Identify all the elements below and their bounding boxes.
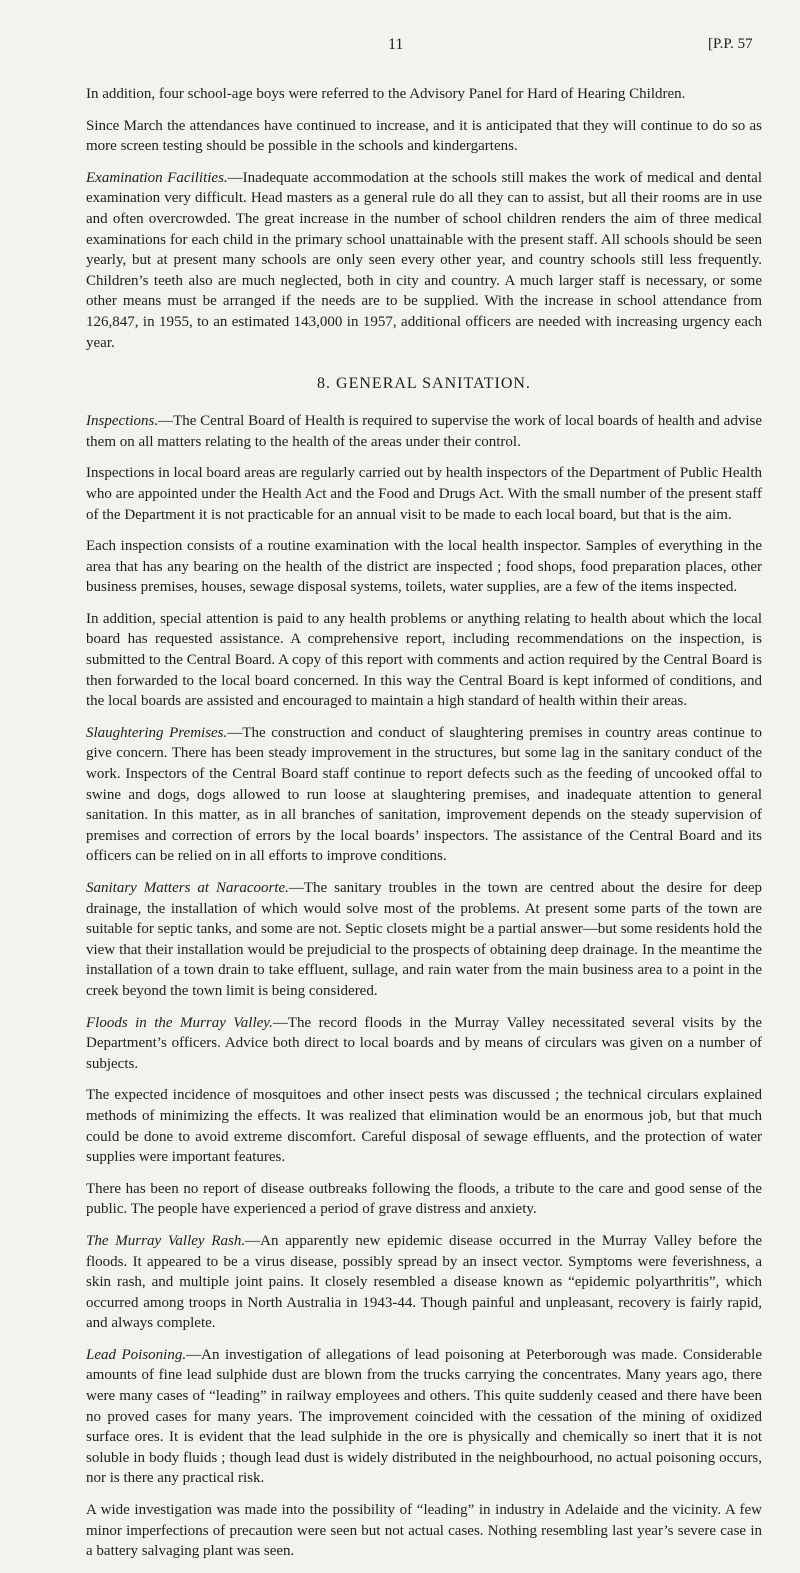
paragraph: [86, 723, 762, 867]
paragraph-text: —An apparently new epidemic disease occurred in the Murray Valley before the floods. It appeared to be a virus disease, possibly spread by an insect vector. Symptoms were feverishness, a skin rash, and multiple joint pains. It closely resembled a disease known as “epidemic polyarthritis”, which occurred among troops in North Australia in 1943-44. Though painful and unpleasant, recovery is fairly rapid, and always complete.: [86, 1232, 762, 1332]
paragraph: [86, 1231, 762, 1334]
paragraph-text: Since March the attendances have continued to increase, and it is anticipated that they will continue to do so as more screen testing should be possible in the schools and kindergartens.: [86, 117, 762, 155]
paragraph-text: In addition, four school-age boys were referred to the Advisory Panel for Hard of Hearing Children.: [86, 86, 686, 102]
paragraph: [86, 878, 762, 1002]
paragraph: [86, 1013, 762, 1075]
paragraph-lead: Lead Poisoning.: [86, 1346, 187, 1363]
paragraph: [86, 1179, 762, 1220]
paragraph-text: There has been no report of disease outbreaks following the floods, a tribute to the care and good sense of the public. The people have experienced a period of grave distress and anxiety.: [86, 1180, 762, 1218]
paragraph: [86, 1345, 762, 1489]
paragraph-text: —The sanitary troubles in the town are centred about the desire for deep drainage, the installation of which would solve most of the problems. At present some parts of the town are suitable for septic tanks, and some are not. Septic closets might be a partial answer—but some residents hold the view that their installation would be prejudicial to the prospects of obtaining deep drainage. In the meantime the installation of a town drain to take effluent, sullage, and rain water from the main business area to a point in the creek beyond the town limit is being considered.: [86, 880, 762, 999]
paragraph: [86, 168, 762, 353]
paper-reference: [P.P. 57: [708, 36, 753, 52]
paragraph: [86, 411, 762, 452]
paragraph-text: The expected incidence of mosquitoes and other insect pests was discussed ; the technical circulars explained methods of minimizing the effects. It was realized that elimination would be an enormous job, but that much could be done to avoid extreme discomfort. Careful disposal of sewage effluents, and the protection of water supplies were important features.: [86, 1087, 762, 1166]
paragraph: [86, 84, 762, 105]
paragraph: [86, 116, 762, 157]
general-sanitation-section: [86, 411, 762, 1562]
paragraph-lead: Sanitary Matters at Naracoorte.: [86, 880, 289, 896]
school-health-section: [86, 84, 762, 353]
paragraph-text: —Inadequate accommodation at the schools still makes the work of medical and dental examination very difficult. Head masters as a general rule do all they can to assist, but all their rooms are in use and often overcrowded. The great increase in the number of school children renders the aim of three medical examinations for each child in the primary school unattainable with the present staff. All schools should be seen yearly, but at present many schools are only seen every other year, and country schools still less frequently. Children’s teeth also are much neglected, both in city and country. A much larger staff is necessary, or some other means must be arranged if the needs are to be supplied. With the increase in school attendance from 126,847, in 1955, to an estimated 143,000 in 1957, additional officers are needed with increasing urgency each year.: [86, 169, 762, 351]
paragraph: [86, 1500, 762, 1562]
paragraph-text: In addition, special attention is paid to any health problems or anything relating to health about which the local board has requested assistance. A comprehensive report, including recommendations on the inspection, is submitted to the Central Board. A copy of this report with comments and action required by the Central Board is then forwarded to the local board concerned. In this way the Central Board is kept informed of conditions, and the local boards are assisted and encouraged to maintain a high standard of health within their areas.: [86, 610, 762, 710]
paragraph-text: —The construction and conduct of slaughtering premises in country areas continue to give concern. There has been steady improvement in the structures, but some lag in the sanitary conduct of the work. Inspectors of the Central Board staff continue to report defects such as the feeding of uncooked offal to swine and dogs, dogs allowed to run loose at slaughtering premises, and inadequate attention to general sanitation. In this matter, as in all branches of sanitation, improvement depends on the steady supervision of premises and correction of errors by the local boards’ inspectors. The assistance of the Central Board and its officers can be relied on in all efforts to improve conditions.: [86, 724, 762, 865]
page-number: 11: [388, 36, 404, 53]
paragraph-lead: Floods in the Murray Valley.: [86, 1014, 273, 1031]
paragraph-text: —An investigation of allegations of lead poisoning at Peterborough was made. Considerable amounts of fine lead sulphide dust are blown from the trucks carrying the concentrates. Many years ago, there were many cases of “leading” in railway employees and others. This quite suddenly ceased and there have been no proved cases for many years. The improvement coincided with the cessation of the mining of oxidized surface ores. It is evident that the lead sulphide in the ore is physically and chemically so inert that it is not soluble in body fluids ; though lead dust is widely distributed in the neighbourhood, no actual poisoning occurs, nor is there any practical risk.: [86, 1346, 763, 1487]
paragraph-lead: Examination Facilities.: [86, 169, 228, 186]
paragraph: [86, 536, 762, 598]
paragraph-text: Inspections in local board areas are regularly carried out by health inspectors of the Department of Public Health who are appointed under the Health Act and the Food and Drugs Act. With the small number of the present staff of the Department it is not practicable for an annual visit to be made to each local board, but that is the aim.: [86, 465, 763, 523]
paragraph-text: A wide investigation was made into the possibility of “leading” in industry in Adelaide and the vicinity. A few minor imperfections of precaution were seen but not actual cases. Nothing resembling last year’s severe case in a battery salvaging plant was seen.: [86, 1502, 762, 1560]
paragraph-text: —The Central Board of Health is required to supervise the work of local boards of health and advise them on all matters relating to the health of the areas under their control.: [86, 413, 762, 450]
page-body: [86, 84, 762, 1573]
page-header: [0, 36, 800, 58]
paragraph: [86, 463, 762, 525]
paragraph-lead: Inspections.: [86, 413, 159, 430]
paragraph-text: —The record floods in the Murray Valley necessitated several visits by the Department’s officers. Advice both direct to local boards and by means of circulars was given on a number of subjects.: [86, 1014, 762, 1072]
paragraph: [86, 1085, 762, 1167]
paragraph-text: Each inspection consists of a routine examination with the local health inspector. Samples of everything in the area that has any bearing on the health of the district are inspected ; food shops, food preparation places, other business premises, houses, sewage disposal systems, toilets, water supplies, are a few of the items inspected.: [86, 538, 762, 596]
paragraph: [86, 609, 762, 712]
section-heading: 8. GENERAL SANITATION.: [317, 375, 531, 393]
paragraph-lead: Slaughtering Premises.: [86, 724, 228, 741]
paragraph-lead: The Murray Valley Rash.: [86, 1232, 246, 1249]
